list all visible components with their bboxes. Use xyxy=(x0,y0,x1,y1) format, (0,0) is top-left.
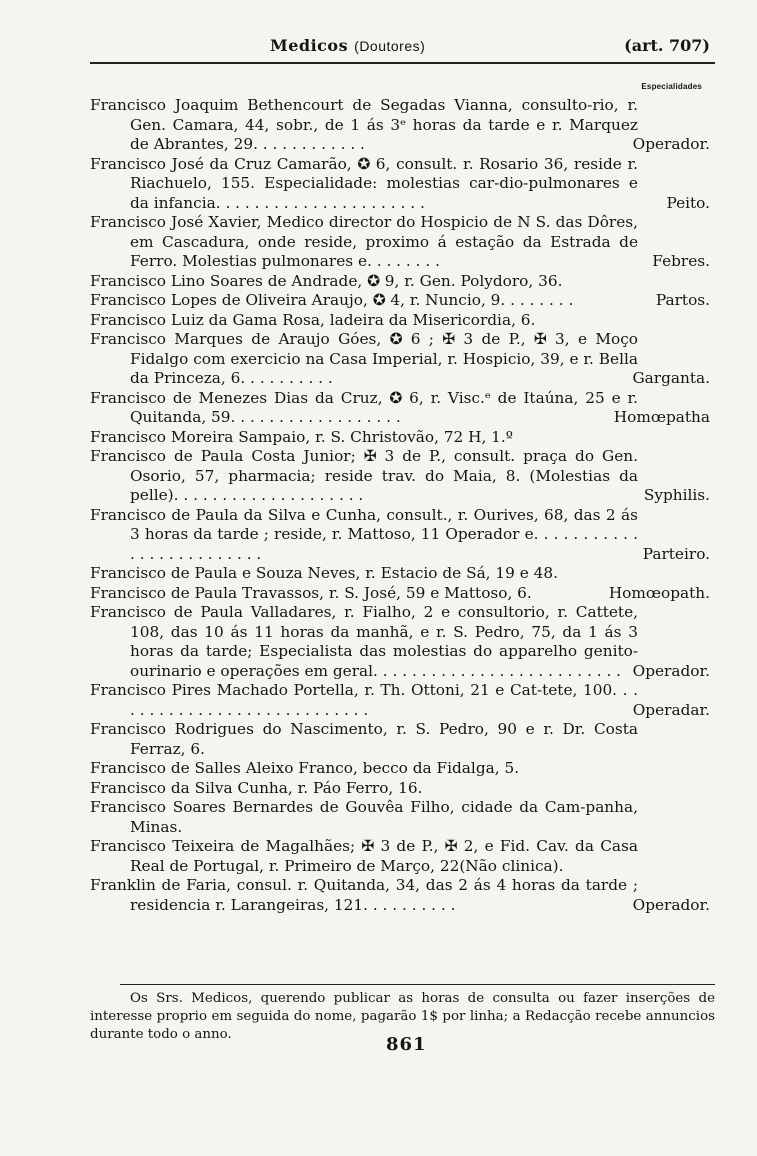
entry-specialty: Operador. xyxy=(632,661,710,680)
entry-text: Francisco Rodrigues do Nascimento, r. S. Pedro, 90 e r. Dr. Costa Ferraz, 6. xyxy=(90,720,638,758)
entry-specialty: Partos. xyxy=(655,291,710,309)
page-header xyxy=(90,36,710,62)
list-item xyxy=(90,506,710,565)
list-item xyxy=(90,798,710,837)
list-item xyxy=(90,311,710,331)
entry-text: Francisco Pires Machado Portella, r. Th. Ottoni, 21 e Cat-tete, 100. . . . . . . . . . . . . . . . . . . . . . . . . . . . xyxy=(90,681,638,719)
entry-specialty: Garganta. xyxy=(632,369,710,387)
entry-specialty: Peito. xyxy=(666,193,710,212)
entry-text: Francisco da Silva Cunha, r. Páo Ferro, 16. xyxy=(90,778,423,797)
footer-note-text: Os Srs. Medicos, querendo publicar as horas de consulta ou fazer inserções de interesse proprio em seguida do nome, pagarão 1$ por linha; a Redacção recebe annuncios durante todo o anno. xyxy=(90,991,715,1042)
entry-text: Franklin de Faria, consul. r. Quitanda, 34, das 2 ás 4 horas da tarde ; residencia r. Larangeiras, 121. . . . . . . . . . xyxy=(90,876,638,914)
list-item xyxy=(90,330,710,389)
list-item xyxy=(90,720,710,759)
list-item xyxy=(90,603,710,681)
entry-specialty: Parteiro. xyxy=(642,544,710,563)
header-title-group xyxy=(270,36,425,55)
list-item xyxy=(90,681,710,720)
entry-text: Francisco Soares Bernardes de Gouvêa Filho, cidade da Cam-panha, Minas. xyxy=(90,798,638,836)
list-item xyxy=(90,428,710,448)
list-item xyxy=(90,759,710,779)
entry-text: Francisco de Paula Costa Junior; ✠ 3 de P., consult. praça do Gen. Osorio, 57, pharmacia; reside trav. do Maia, 8. (Molestias da pelle). . . . . . . . . . . . . . . . . . . . xyxy=(90,447,638,504)
entry-text: Francisco Moreira Sampaio, r. S. Christovão, 72 H, 1.º xyxy=(90,427,513,446)
list-item xyxy=(90,837,710,876)
header-title: Medicos xyxy=(270,36,349,55)
entry-specialty: Operador. xyxy=(632,895,710,914)
specialty-column-label: Especialidades xyxy=(641,82,702,91)
entry-text: Francisco Lino Soares de Andrade, ✪ 9, r. Gen. Polydoro, 36. xyxy=(90,271,563,290)
article-number: (art. 707) xyxy=(624,36,710,55)
physician-list xyxy=(90,96,710,915)
entry-text: Francisco de Paula e Souza Neves, r. Estacio de Sá, 19 e 48. xyxy=(90,564,558,582)
entry-specialty: Febres. xyxy=(652,252,710,270)
entry-specialty: Syphilis. xyxy=(643,486,710,504)
page-number: 861 xyxy=(386,1034,427,1055)
list-item xyxy=(90,564,710,584)
entry-text: Francisco José da Cruz Camarão, ✪ 6, consult. r. Rosario 36, reside r. Riachuelo, 155. Especialidade: molestias car-dio-pulmonares e da infancia. . . . . . . . . . . . . . . . . . . . . . xyxy=(90,154,638,212)
entry-text: Francisco Teixeira de Magalhães; ✠ 3 de P., ✠ 2, e Fid. Cav. da Casa Real de Portugal, r. Primeiro de Março, 22(Não clinica). xyxy=(90,837,638,875)
entry-text: Francisco Lopes de Oliveira Araujo, ✪ 4, r. Nuncio, 9. . . . . . . . xyxy=(90,291,574,309)
list-item xyxy=(90,272,710,292)
list-item xyxy=(90,155,710,214)
entry-text: Francisco de Paula Valladares, r. Fialho, 2 e consultorio, r. Cattete, 108, das 10 ás 11 horas da manhã, e r. S. Pedro, 75, da 1 ás 3 horas da tarde; Especialista das molestias do apparelho genito-ourinario e operações em geral. . . . . . . . . . . . . . . . . . . . . . . . . . xyxy=(90,603,638,680)
entry-specialty: Operador. xyxy=(632,135,710,153)
entry-text: Francisco Joaquim Bethencourt de Segadas Vianna, consulto-rio, r. Gen. Camara, 44, sobr., de 1 ás 3ᵉ horas da tarde e r. Marquez de Abrantes, 29. . . . . . . . . . . . xyxy=(90,96,638,153)
entry-text: Francisco de Paula da Silva e Cunha, consult., r. Ourives, 68, das 2 ás 3 horas da tarde ; reside, r. Mattoso, 11 Operador e. . . . . . . . . . . . . . . . . . . . . . . . . xyxy=(90,505,638,563)
entry-text: Francisco de Paula Travassos, r. S. José, 59 e Mattoso, 6. xyxy=(90,583,532,602)
header-rule xyxy=(90,62,715,64)
entry-text: Francisco Marques de Araujo Góes, ✪ 6 ; ✠ 3 de P., ✠ 3, e Moço Fidalgo com exercicio na Casa Imperial, r. Hospicio, 39, e r. Bella da Princeza, 6. . . . . . . . . . xyxy=(90,330,638,387)
list-item xyxy=(90,779,710,799)
entry-specialty: Homœpatha xyxy=(613,408,710,426)
entry-text: Francisco Luiz da Gama Rosa, ladeira da Misericordia, 6. xyxy=(90,310,536,329)
header-subtitle: (Doutores) xyxy=(354,38,426,54)
footer-rule xyxy=(120,984,715,985)
entry-specialty: Homœopath. xyxy=(608,583,710,602)
list-item xyxy=(90,291,710,311)
entry-text: Francisco de Salles Aleixo Franco, becco da Fidalga, 5. xyxy=(90,759,520,777)
list-item xyxy=(90,876,710,915)
entry-text: Francisco José Xavier, Medico director do Hospicio de N S. das Dôres, em Cascadura, onde reside, proximo á estação da Estrada de Ferro. Molestias pulmonares e. . . . . . . . xyxy=(90,213,638,270)
list-item xyxy=(90,96,710,155)
entry-specialty: Operadar. xyxy=(632,700,710,719)
list-item xyxy=(90,584,710,604)
entry-text: Francisco de Menezes Dias da Cruz, ✪ 6, r. Visc.ᵉ de Itaúna, 25 e r. Quitanda, 59. . . . . . . . . . . . . . . . . . xyxy=(90,388,638,426)
list-item xyxy=(90,447,710,506)
list-item xyxy=(90,389,710,428)
list-item xyxy=(90,213,710,272)
